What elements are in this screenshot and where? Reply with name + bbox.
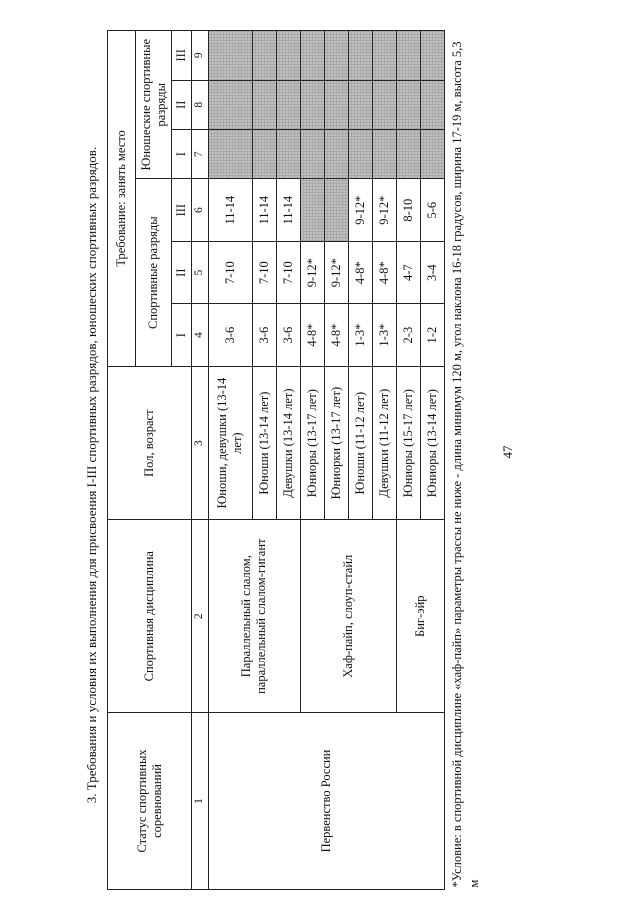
shaded-cell xyxy=(300,129,324,178)
shaded-cell xyxy=(348,80,372,129)
status-cell: Первенство России xyxy=(208,713,444,890)
shaded-cell xyxy=(276,31,300,81)
rank-cell: 5-6 xyxy=(420,179,444,241)
header-youth-ranks: Юношеские спортивные разряды xyxy=(136,31,172,179)
header-sport-rank-3: III xyxy=(172,179,192,241)
shaded-cell xyxy=(372,80,396,129)
page-number: 47 xyxy=(500,445,515,459)
shaded-cell xyxy=(420,80,444,129)
column-number: 8 xyxy=(192,80,209,129)
header-discipline: Спортивная дисциплина xyxy=(108,520,192,713)
rank-cell: 4-8* xyxy=(324,304,348,366)
age-group-cell: Юниорки (13-17 лет) xyxy=(324,366,348,520)
rank-cell: 9-12* xyxy=(324,241,348,303)
header-youth-rank-1: I xyxy=(172,129,192,178)
rank-cell: 1-3* xyxy=(372,304,396,366)
requirements-table-container xyxy=(107,30,481,890)
shaded-cell xyxy=(252,31,276,81)
shaded-cell xyxy=(300,31,324,81)
rank-cell: 11-14 xyxy=(276,179,300,241)
shaded-cell xyxy=(276,129,300,178)
header-youth-rank-2: II xyxy=(172,80,192,129)
age-group-cell: Юниоры (13-14 лет) xyxy=(420,366,444,520)
column-number: 1 xyxy=(192,713,209,890)
shaded-cell xyxy=(300,179,324,241)
shaded-cell xyxy=(372,129,396,178)
requirements-table xyxy=(107,30,483,890)
shaded-cell xyxy=(324,179,348,241)
shaded-cell xyxy=(420,31,444,81)
rank-cell: 8-10 xyxy=(396,179,420,241)
discipline-bigair: Биг-эйр xyxy=(396,520,444,713)
age-group-cell: Юноши (13-14 лет) xyxy=(252,366,276,520)
shaded-cell xyxy=(348,129,372,178)
column-number: 9 xyxy=(192,31,209,81)
age-group-cell: Девушки (13-14 лет) xyxy=(276,366,300,520)
shaded-cell xyxy=(252,129,276,178)
shaded-cell xyxy=(372,31,396,81)
rank-cell: 9-12* xyxy=(348,179,372,241)
column-number: 3 xyxy=(192,366,209,520)
shaded-cell xyxy=(420,129,444,178)
shaded-cell xyxy=(396,80,420,129)
age-group-cell: Юноши, девушки (13-14 лет) xyxy=(208,366,252,520)
age-group-cell: Юноши (11-12 лет) xyxy=(348,366,372,520)
shaded-cell xyxy=(324,129,348,178)
column-number: 5 xyxy=(192,241,209,303)
header-status: Статус спортивных соревнований xyxy=(108,713,192,890)
header-requirement: Требование: занять место xyxy=(108,31,136,367)
section-heading: 3. Требования и условия их выполнения для присвоения I-III спортивных разрядов, юношеских спортивных разрядов. xyxy=(84,146,99,804)
footnote: *Условие: в спортивной дисциплине «хаф-пайп» параметры трассы не ниже - длина минимум 120 м, угол наклона 16-18 градусов, ширина 17-19 м, высота 5,3 м xyxy=(444,31,482,890)
rank-cell: 1-3* xyxy=(348,304,372,366)
rank-cell: 3-4 xyxy=(420,241,444,303)
shaded-cell xyxy=(300,80,324,129)
shaded-cell xyxy=(208,80,252,129)
rank-cell: 4-8* xyxy=(372,241,396,303)
rank-cell: 11-14 xyxy=(252,179,276,241)
shaded-cell xyxy=(252,80,276,129)
rank-cell: 3-6 xyxy=(276,304,300,366)
column-number: 6 xyxy=(192,179,209,241)
rank-cell: 2-3 xyxy=(396,304,420,366)
column-number: 7 xyxy=(192,129,209,178)
shaded-cell xyxy=(276,80,300,129)
rank-cell: 4-8* xyxy=(348,241,372,303)
discipline-halfpipe: Хаф-пайп, слоуп-стайл xyxy=(300,520,396,713)
age-group-cell: Девушки (11-12 лет) xyxy=(372,366,396,520)
rank-cell: 7-10 xyxy=(208,241,252,303)
column-number: 2 xyxy=(192,520,209,713)
rank-cell: 3-6 xyxy=(252,304,276,366)
rank-cell: 7-10 xyxy=(252,241,276,303)
shaded-cell xyxy=(324,80,348,129)
rank-cell: 9-12* xyxy=(300,241,324,303)
shaded-cell xyxy=(324,31,348,81)
shaded-cell xyxy=(396,31,420,81)
shaded-cell xyxy=(348,31,372,81)
rank-cell: 1-2 xyxy=(420,304,444,366)
header-sport-rank-2: II xyxy=(172,241,192,303)
column-number: 4 xyxy=(192,304,209,366)
shaded-cell xyxy=(208,129,252,178)
shaded-cell xyxy=(396,129,420,178)
rank-cell: 4-8* xyxy=(300,304,324,366)
header-sport-rank-1: I xyxy=(172,304,192,366)
rank-cell: 9-12* xyxy=(372,179,396,241)
rank-cell: 7-10 xyxy=(276,241,300,303)
rank-cell: 11-14 xyxy=(208,179,252,241)
age-group-cell: Юниоры (15-17 лет) xyxy=(396,366,420,520)
age-group-cell: Юниоры (13-17 лет) xyxy=(300,366,324,520)
rank-cell: 3-6 xyxy=(208,304,252,366)
header-youth-rank-3: III xyxy=(172,31,192,81)
header-sport-ranks: Спортивные разряды xyxy=(136,179,172,366)
header-sex-age: Пол, возраст xyxy=(108,366,192,520)
rank-cell: 4-7 xyxy=(396,241,420,303)
discipline-slalom: Параллельный слалом, параллельный слалом-гигант xyxy=(208,520,300,713)
shaded-cell xyxy=(208,31,252,81)
